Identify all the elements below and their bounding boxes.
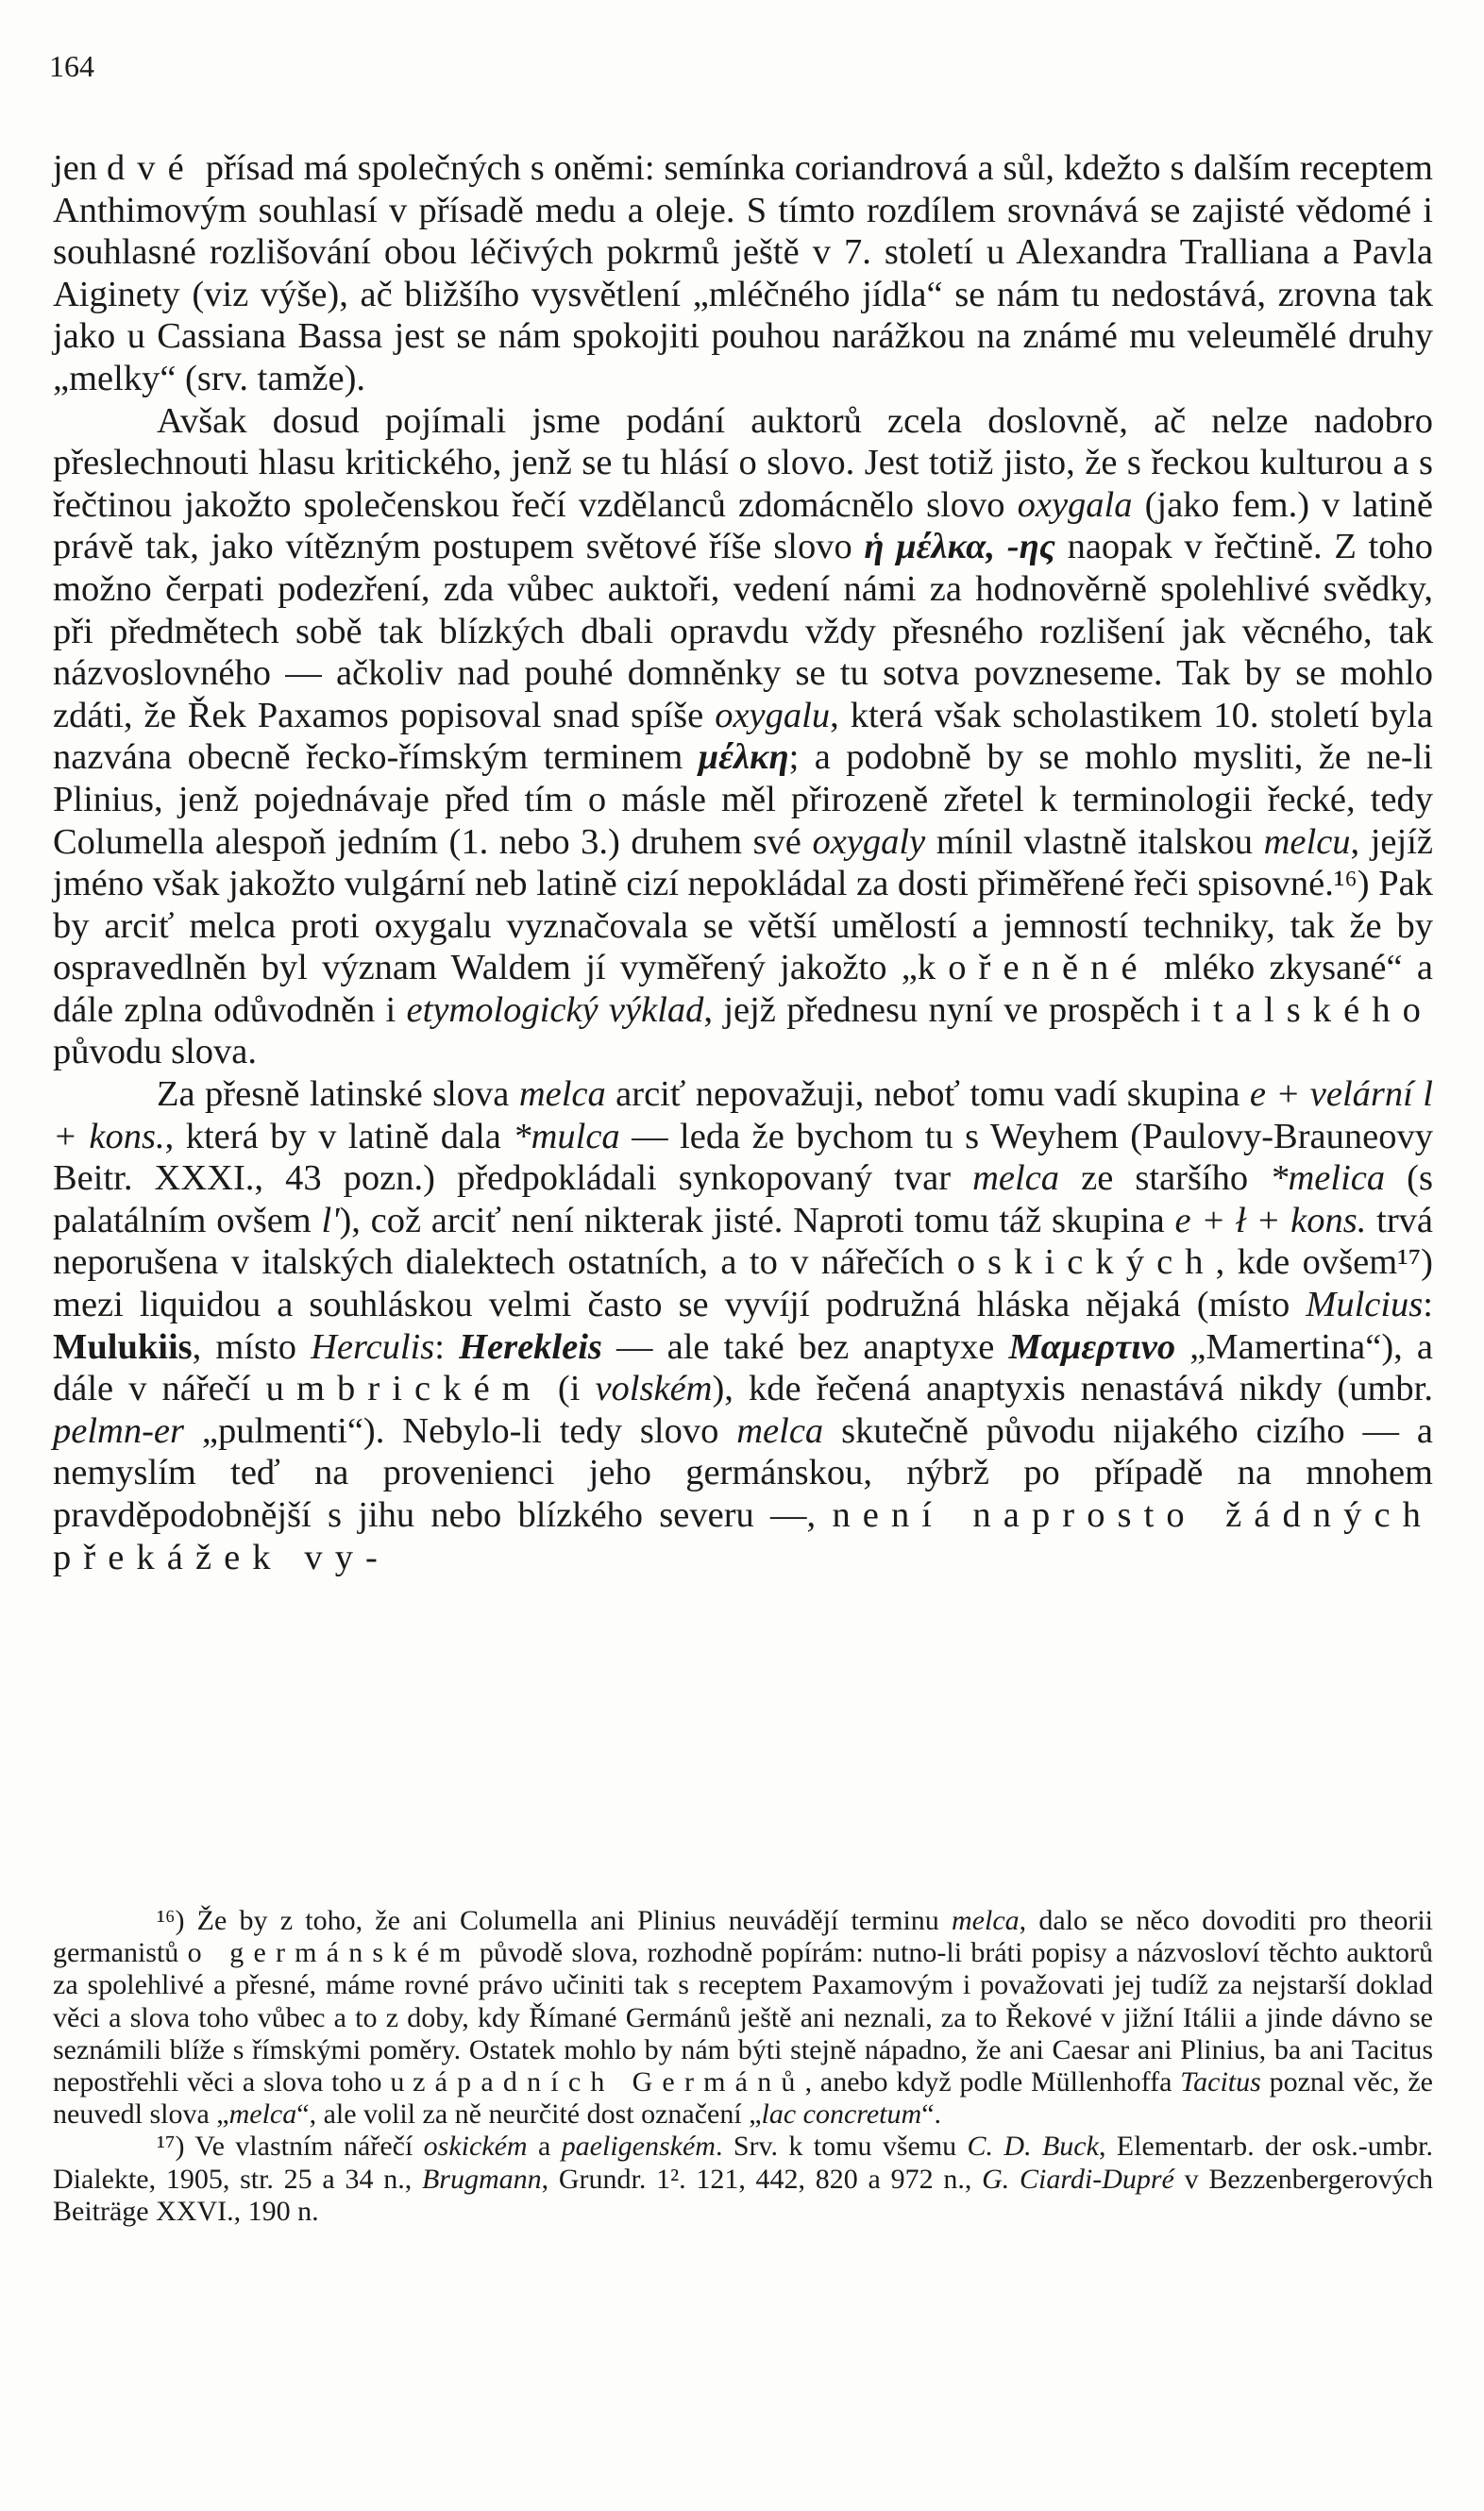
text-run: , jejíž jméno však jakožto vulgární neb latině cizí nepokládal za dosti přiměřené řeči spisovné.¹⁶) Pak by arciť melca proti oxygalu vyznačovala se větší umělostí a jemností techniky, tak že by ospravedlněn byl význam Waldem jí vyměřený jakožto „ (53, 821, 1433, 988)
footnote-run: , Elementarb. der osk.-umbr. Dialekte, 1905, str. 25 a 34 n., (53, 2131, 1433, 2195)
text-run: naopak v řečtině. Z toho možno čerpati podezření, zda vůbec auktoři, vedení námi za hodnověrně spolehlivé svědky, při předmětech sobě tak blízkých dbali opravdu vždy přesného rozlišení jak věcného, tak názvoslovného — ačkoliv nad pouhé domněnky se tu sotva povzneseme. Tak by se mohlo zdáti, že Řek Paxamos popisoval snad spíše (53, 527, 1433, 735)
text-run: ), kde řečená anaptyxis nenastává nikdy (umbr. (712, 1369, 1433, 1409)
text-run: ), což arciť není nikterak jisté. Naproti tomu táž skupina (339, 1200, 1175, 1240)
footnote-run: , dalo se něco dovoditi pro theorii germanistů (53, 1905, 1433, 1969)
text-run: — ale také bez anaptyxe (601, 1326, 1009, 1367)
text-run: *mulca (513, 1116, 620, 1156)
text-run: pelmn-er (53, 1410, 184, 1451)
footnote-run: západních Germánů (413, 2066, 805, 2098)
text-run: etymologický výklad (406, 989, 704, 1030)
text-run: , místo (192, 1326, 312, 1367)
text-run: Herculis (311, 1326, 435, 1367)
text-run: ἡ μέλκα, -ης (864, 527, 1055, 567)
text-run: , kde ovšem¹⁷) mezi liquidou a souhláskou velmi často se vyvíjí podružná hláska nějaká (místo (53, 1242, 1433, 1325)
text-run: melca (972, 1158, 1060, 1199)
text-run: skutečně původu nijakého cizího — a nemyslím teď na provenienci jeho germánskou, nýbrž po případě na mnohem pravděpodobnější s jihu nebo blízkého severu —, (53, 1410, 1434, 1535)
footnote-run: , anebo když podle Müllenhoffa (804, 2066, 1181, 2098)
text-run: ; a podobně by se mohlo mysliti, že ne-li Plinius, jenž pojednávaje před tím o másle měl přirozeně zřetel k terminologii řecké, tedy Columella alespoň jedním (1. nebo 3.) druhem své (53, 737, 1433, 862)
text-run: oxygalu (715, 695, 831, 735)
footnote-run: G. Ciardi-Dupré (982, 2163, 1174, 2195)
text-run: umbrickém (265, 1369, 543, 1409)
footnote-run: poznal věc, že neuvedl slova „ (53, 2066, 1433, 2131)
footnote-run: Tacitus (1180, 2066, 1261, 2098)
text-run: (s palatálním ovšem (53, 1158, 1433, 1240)
text-run: : (434, 1326, 460, 1367)
footnote-run: . Srv. k tomu všemu (715, 2131, 968, 2163)
text-run: e + velární l + kons. (53, 1074, 1433, 1156)
text-run: „Mamertina“), a dále v nářečí (53, 1326, 1433, 1409)
text-run: : (1423, 1285, 1433, 1325)
text-run: , jejž přednesu nyní ve prospěch (703, 989, 1191, 1030)
footnote-run: C. D. Buck (967, 2131, 1099, 2163)
paragraph-1 (53, 147, 1433, 400)
text-run: , která však scholastikem 10. století byla nazvána obecně řecko-římským terminem (53, 695, 1433, 778)
text-run: arciť nepovažuji, neboť tomu vadí skupina (605, 1074, 1250, 1115)
text-run: melcu (1263, 821, 1351, 862)
text-run: μέλκη (698, 737, 789, 778)
text-run: melca (736, 1410, 824, 1451)
text-run: l' (321, 1200, 340, 1240)
footnote-run: a (527, 2131, 562, 2163)
footnote-17 (53, 2131, 1433, 2228)
text-run: italského (1190, 989, 1433, 1030)
footnote-run: oskickém (423, 2131, 528, 2163)
text-run: volském (595, 1369, 713, 1409)
text-run: není naprosto žádných překážek vy- (53, 1495, 1433, 1577)
text-run: — leda že bychom tu s Weyhem (Paulovy-Brauneovy Beitr. XXXI., 43 pozn.) předpokládali synkopovaný tvar (53, 1116, 1433, 1199)
text-run: *melica (1270, 1158, 1386, 1199)
footnote-16 (53, 1905, 1433, 2131)
text-run: , která by v latině dala (164, 1116, 514, 1156)
footnote-run: ¹⁷) Ve vlastním nářečí (157, 2131, 424, 2163)
text-run: (i (542, 1369, 596, 1409)
text-run: trvá neporušena v italských dialektech ostatních, a to v nářečích (53, 1200, 1433, 1283)
text-run: Mulcius (1306, 1285, 1424, 1325)
text-run: dvé (106, 148, 196, 188)
text-run: „pulmenti“). Nebylo-li tedy slovo (183, 1410, 737, 1451)
text-run: ze staršího (1059, 1158, 1271, 1199)
main-text (53, 147, 1433, 1578)
footnote-run: melca (952, 1905, 1020, 1936)
footnote-run: lac concretum (761, 2098, 922, 2131)
text-run: původu slova. (53, 1032, 258, 1072)
footnotes (53, 1905, 1433, 2228)
footnote-run: Brugmann (421, 2163, 542, 2195)
footnote-run: paeligenském (561, 2131, 716, 2163)
footnote-run: o germánském (187, 1937, 471, 1969)
text-run: oxygaly (812, 821, 926, 862)
text-run: Mulukiis (53, 1326, 193, 1367)
footnote-run: , Grundr. 1². 121, 442, 820 a 972 n., (541, 2163, 983, 2195)
text-run: kořeněné (917, 948, 1150, 988)
text-run: melca (518, 1074, 606, 1115)
footnote-run: původě slova, rozhodně popírám: nutno-li bráti popisy a názvosloví těchto auktorů za spolehlivé a přesné, máme rovné právo učiniti tak s receptem Paxamovým i považovati jej tudíž za nejstarší doklad věci a slova toho vůbec a to z doby, kdy Římané Germánů ještě ani neznali, za to Řekové v jižní Itálii a jinde dávno se seznámili blíže s římskými poměry. Ostatek mohlo by nám býti stejně nápadno, že ani Caesar ani Plinius, ba ani Tacitus nepostřehli věci a slova toho u (53, 1937, 1433, 2098)
footnote-run: “. (921, 2098, 942, 2131)
footnote-run: melca (228, 2098, 297, 2131)
text-run: oskických (956, 1242, 1216, 1283)
text-run: Za přesně latinské slova (157, 1074, 519, 1115)
text-run: přísad má společných s oněmi: semínka coriandrová a sůl, kdežto s dalším receptem Anthimovým souhlasí v přísadě medu a oleje. S tímto rozdílem srovnává se zajisté vědomé i souhlasné rozlišování obou léčivých pokrmů ještě v 7. století u Alexandra Tralliana a Pavla Aiginety (viz výše), ač bližšího vysvětlení „mléčného jídla“ se nám tu nedostává, zrovna tak jako u Cassiana Bassa jest se nám spokojiti pouhou narážkou na známé mu veleumělé druhy „melky“ (srv. tamže). (53, 148, 1433, 398)
text-run: Avšak dosud pojímali jsme podání auktorů zcela doslovně, ač nelze nadobro přeslechnouti hlasu kritického, jenž se tu hlásí o slovo. Jest totiž jisto, že s řeckou kulturou a s řečtinou jakožto společenskou řečí vzdělanců zdomácnělo slovo (53, 400, 1433, 525)
footnote-run: v Bezzenbergerových Beiträge XXVI., 190 n. (53, 2163, 1434, 2227)
footnote-run: “, ale volil za ně neurčité dost označení „ (296, 2098, 762, 2131)
paragraph-3 (53, 1073, 1433, 1578)
footnote-run: ¹⁶) Že by z toho, že ani Columella ani Plinius neuvádějí terminu (157, 1905, 952, 1936)
text-run: Μαμερτινο (1008, 1326, 1176, 1367)
text-run: Herekleis (459, 1326, 602, 1367)
text-run: e + ł + kons. (1174, 1200, 1367, 1240)
text-run: jen (53, 148, 107, 188)
text-run: mínil vlastně italskou (925, 821, 1264, 862)
page-number: 164 (49, 49, 94, 83)
paragraph-2 (53, 400, 1433, 1074)
text-run: mléko zkysané“ a dále zplna odůvodněn i (53, 948, 1433, 1030)
text-run: oxygala (1017, 484, 1133, 525)
text-run: (jako fem.) v latině právě tak, jako vítězným postupem světové říše slovo (53, 484, 1433, 567)
